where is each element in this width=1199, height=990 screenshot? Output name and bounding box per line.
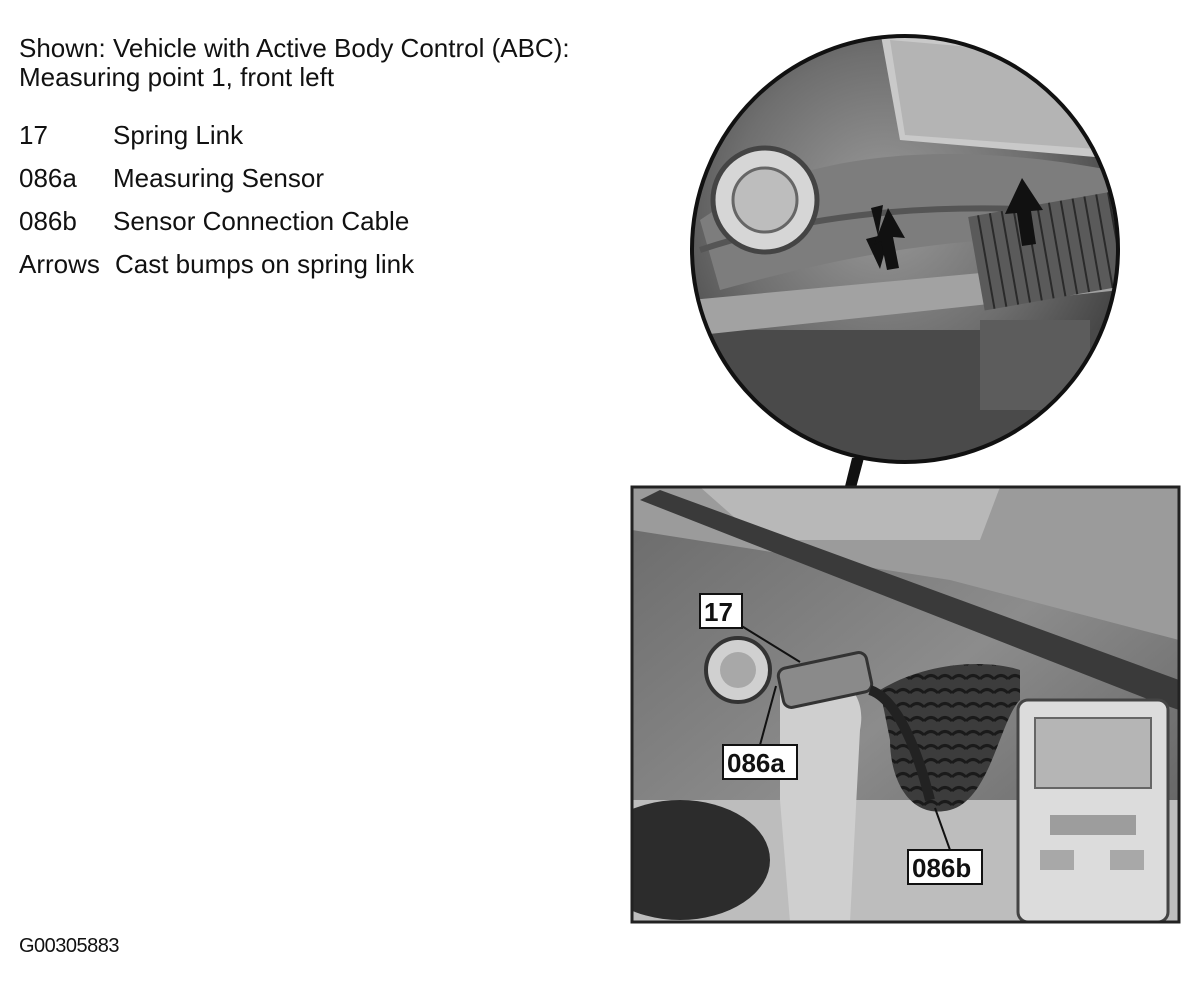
legend-code: 086a	[19, 163, 77, 193]
main-photo	[590, 487, 1179, 922]
legend-description: Spring Link	[113, 120, 244, 150]
legend-code: Arrows	[19, 249, 100, 279]
zoom-detail-circle	[690, 30, 1132, 470]
callout-label: 17	[704, 597, 733, 627]
legend-code: 086b	[19, 206, 77, 236]
legend-description: Measuring Sensor	[113, 163, 324, 193]
callout-label: 086b	[912, 853, 972, 883]
caption: Shown: Vehicle with Active Body Control (ABC): Measuring point 1, front left	[19, 33, 570, 92]
callout-label: 086a	[727, 748, 785, 778]
legend-description: Cast bumps on spring link	[115, 249, 415, 279]
legend-description: Sensor Connection Cable	[113, 206, 410, 236]
figure-id: G00305883	[19, 935, 120, 957]
legend-code: 17	[19, 120, 48, 150]
